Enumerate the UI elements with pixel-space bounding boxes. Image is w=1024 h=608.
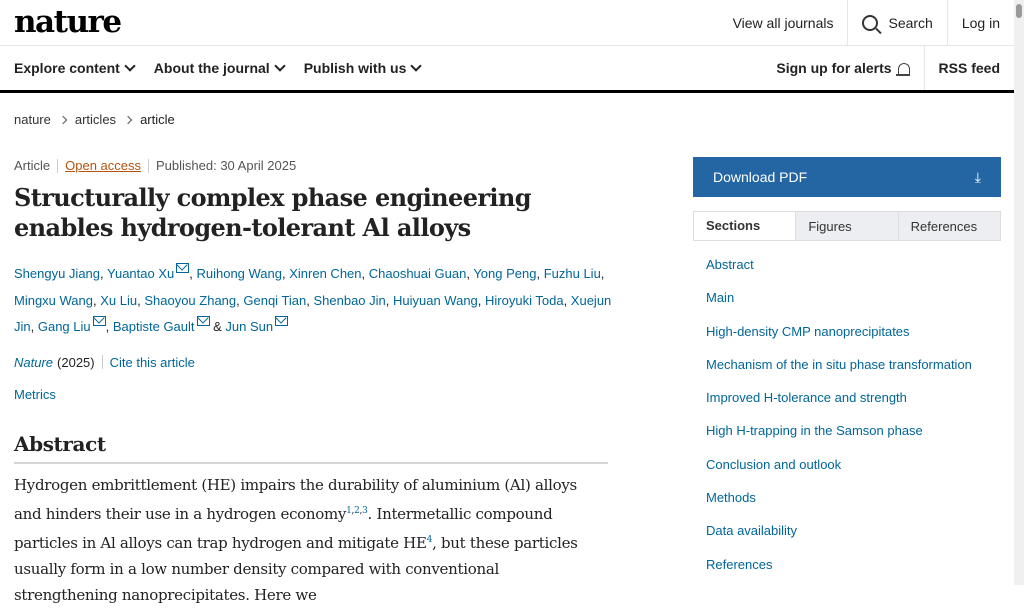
explore-content-label: Explore content [14, 60, 120, 76]
author-link[interactable]: Yuantao Xu [107, 266, 175, 281]
author-separator: , [93, 292, 101, 308]
author-link[interactable]: Chaoshuai Guan [368, 266, 467, 281]
section-link[interactable]: High H-trapping in the Samson phase [706, 423, 923, 439]
chevron-down-icon [274, 60, 285, 71]
article-type: Article [14, 158, 51, 173]
author-link[interactable]: Jun Sun [225, 319, 274, 334]
section-link[interactable]: Improved H-tolerance and strength [706, 390, 907, 406]
download-pdf-button[interactable] [693, 157, 1001, 197]
article-title: Structurally complex phase engineering enables hydrogen-tolerant Al alloys [14, 183, 531, 242]
bell-icon [898, 63, 910, 74]
tab-sections[interactable]: Sections [694, 212, 795, 240]
metrics-link[interactable]: Metrics [14, 386, 56, 402]
mail-icon[interactable] [93, 316, 106, 326]
about-journal-menu[interactable] [154, 60, 284, 76]
section-item [706, 422, 972, 455]
author-link[interactable]: Gang Liu [37, 319, 91, 334]
search-icon [862, 15, 878, 31]
abstract-part-2: . Intermetallic compound particles in Al alloys can trap hydrogen and mitigate HE [14, 504, 553, 552]
author-separator: , [100, 266, 108, 281]
author-link[interactable]: Shaoyou Zhang [144, 292, 237, 308]
ref-2[interactable]: 2 [354, 505, 360, 516]
author-link[interactable]: Shenbao Jin [313, 292, 386, 308]
article-meta [14, 158, 614, 173]
author-separator: , [236, 292, 244, 308]
section-item [706, 489, 972, 522]
section-item [706, 323, 972, 356]
section-list [706, 256, 972, 589]
abstract-part-3: , but these particles usually form in a low number density compared with conventional strengthening nanoprecipitates. Here we [14, 533, 578, 604]
search-label: Search [888, 14, 933, 31]
top-links [719, 0, 1014, 45]
author-link[interactable]: Shengyu Jiang [14, 266, 101, 281]
download-icon: ⤓ [974, 168, 981, 185]
section-item [706, 389, 972, 422]
chevron-down-icon [124, 60, 135, 71]
chevron-right-icon [124, 115, 132, 123]
abstract-heading: Abstract [14, 432, 608, 464]
author-link[interactable]: Xinren Chen [289, 266, 362, 281]
metrics-row [14, 387, 614, 402]
author-separator: , [536, 266, 544, 281]
nature-logo[interactable]: nature [14, 4, 121, 40]
open-access-link[interactable]: Open access [65, 158, 141, 173]
tab-references[interactable]: References [898, 212, 1000, 240]
main-nav [0, 46, 1014, 93]
sidebar-tabs [693, 211, 1001, 241]
divider [148, 159, 149, 173]
chevron-right-icon [59, 115, 67, 123]
section-item [706, 456, 972, 489]
scrollbar[interactable] [1014, 0, 1024, 585]
cite-this-article-link[interactable]: Cite this article [109, 354, 195, 370]
author-separator: & [209, 319, 226, 334]
author-link[interactable]: Xu Liu [100, 292, 138, 308]
section-item [706, 256, 972, 289]
author-link[interactable]: Hiroyuki Toda [485, 292, 564, 308]
author-separator: , [563, 292, 571, 308]
sign-up-alerts-link[interactable] [762, 46, 923, 90]
author-link[interactable]: Baptiste Gault [112, 319, 195, 334]
author-link[interactable]: Huiyuan Wang [393, 292, 478, 308]
author-link[interactable]: Fuzhu Liu [543, 266, 601, 281]
published-date: Published: 30 April 2025 [156, 158, 297, 173]
author-link[interactable]: Yong Peng [473, 266, 537, 281]
tab-figures[interactable]: Figures [795, 212, 897, 240]
author-separator: , [30, 319, 38, 334]
top-header [0, 0, 1014, 46]
section-link[interactable]: Data availability [706, 523, 798, 539]
author-separator: , [189, 266, 197, 281]
download-pdf-label: Download PDF [713, 169, 808, 185]
citation-line [14, 355, 614, 370]
author-separator: , [282, 266, 290, 281]
author-link[interactable]: Ruihong Wang [196, 266, 282, 281]
author-link[interactable]: Xuejun Jin [14, 292, 612, 334]
explore-content-menu[interactable] [14, 60, 134, 76]
breadcrumb-current: article [140, 112, 175, 127]
author-list [14, 261, 614, 341]
ref-3[interactable]: 3 [362, 505, 368, 516]
divider [57, 159, 58, 173]
year: (2025) [57, 354, 95, 370]
author-link[interactable]: Genqi Tian [243, 292, 307, 308]
ref-4[interactable]: 4 [426, 534, 433, 545]
ref-1[interactable]: 1 [346, 505, 352, 516]
login-link[interactable]: Log in [947, 0, 1014, 45]
author-separator: , [600, 266, 605, 281]
author-link[interactable]: Mingxu Wang [14, 292, 93, 308]
abstract-text: Hydrogen embrittlement (HE) impairs the durability of aluminium (Al) alloys and hinders their use in a hydrogen economy$^{1,2,3}$. Intermetallic compound particles in Al alloys can trap hydrogen and mitigate $HE^4$, but these particles usually form in a low number density compared with conventional strengthening nanoprecipitates. Here we [14, 475, 578, 604]
breadcrumb-nature[interactable]: nature [14, 112, 51, 127]
scrollbar-thumb[interactable] [1016, 4, 1022, 18]
mail-icon[interactable] [197, 316, 210, 326]
author-separator: , [105, 319, 113, 334]
mail-icon[interactable] [275, 316, 288, 326]
article-main [14, 158, 614, 608]
view-all-journals-link[interactable]: View all journals [732, 14, 834, 31]
publish-with-us-menu[interactable] [304, 60, 421, 76]
divider [102, 355, 103, 369]
section-link[interactable]: Abstract [706, 257, 754, 272]
section-link[interactable]: References [706, 556, 773, 572]
section-item [706, 356, 972, 389]
author-separator: , [137, 292, 145, 308]
author-separator: , [306, 292, 314, 308]
section-link[interactable]: Mechanism of the in situ phase transformation [706, 356, 972, 372]
breadcrumb [14, 112, 175, 127]
publish-with-us-label: Publish with us [303, 60, 407, 76]
section-link[interactable]: Conclusion and outlook [706, 456, 842, 472]
section-item [706, 522, 972, 555]
author-separator: , [477, 292, 486, 308]
breadcrumb-articles[interactable]: articles [74, 112, 117, 127]
section-link[interactable]: Methods [706, 490, 756, 506]
search-button[interactable] [847, 0, 946, 45]
mail-icon[interactable] [176, 263, 189, 273]
chevron-down-icon [411, 60, 422, 71]
about-journal-label: About the journal [153, 60, 270, 76]
rss-feed-link[interactable]: RSS feed [924, 46, 1014, 90]
author-separator: , [361, 266, 369, 281]
section-item [706, 556, 972, 589]
section-link[interactable]: Main [706, 290, 735, 306]
sign-up-alerts-label: Sign up for alerts [776, 60, 892, 76]
journal-link[interactable]: Nature [14, 354, 54, 370]
abstract-part-1: Hydrogen embrittlement (HE) impairs the durability of aluminium (Al) alloys and hinders their use in a hydrogen economy [14, 475, 577, 523]
author-separator: , [385, 292, 393, 308]
section-link[interactable]: High-density CMP nanoprecipitates [706, 323, 910, 339]
author-separator: , [466, 266, 474, 281]
section-item [706, 289, 972, 322]
